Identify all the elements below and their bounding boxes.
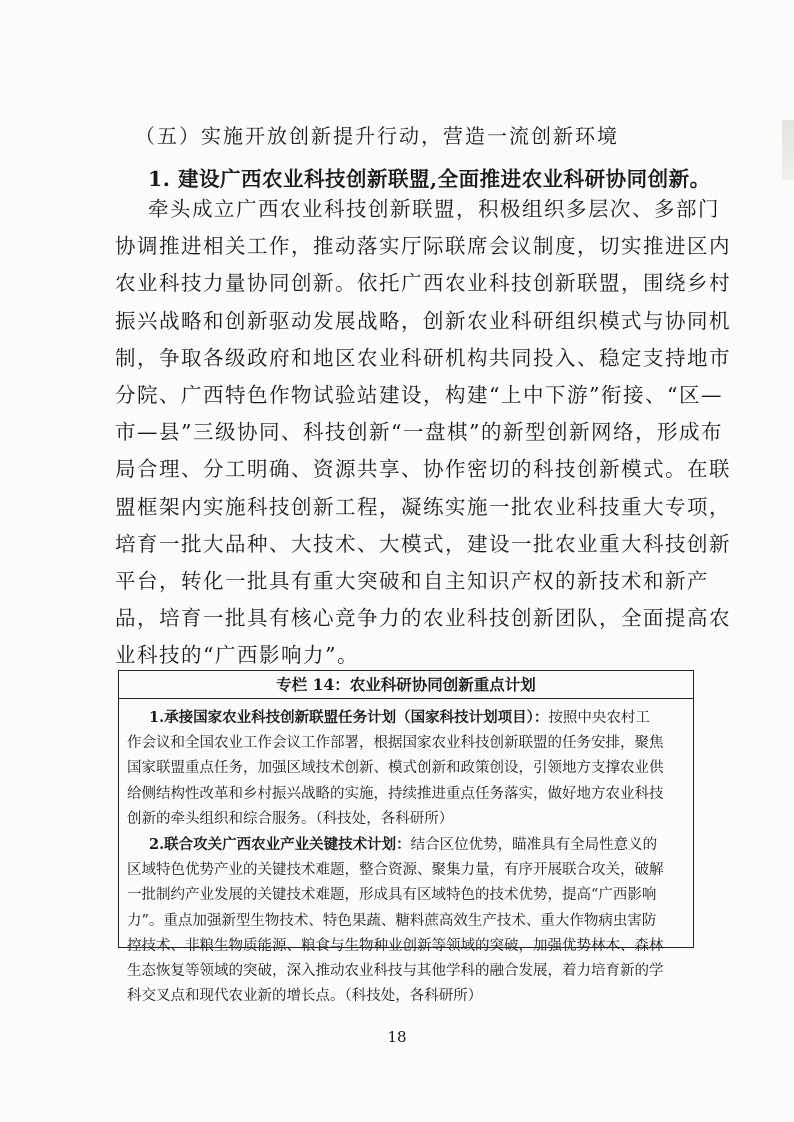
- body-paragraph: [115, 191, 731, 675]
- paragraph-line: 品，培育一批具有核心竞争力的农业科技创新团队，全面提高农: [115, 606, 731, 631]
- paragraph-line: 牵头成立广西农业科技创新联盟，积极组织多层次、多部门: [148, 197, 720, 221]
- box-item-heading: 1.承接国家农业科技创新联盟任务计划（国家科技计划项目）：: [149, 709, 549, 726]
- box-item-line: 生态恢复等领域的突破，深入推动农业科技与其他学科的融合发展，着力培育新的学: [127, 963, 664, 980]
- box-item-line: 创新的牵头组织和综合服务。（科技处，各科研所）: [127, 810, 454, 827]
- paragraph-line: 振兴战略和创新驱动发展战略，创新农业科研组织模式与协同机: [115, 308, 731, 333]
- box-item-line: [127, 832, 691, 858]
- paragraph-line: 盟框架内实施科技创新工程，凝练实施一批农业科技重大专项，: [115, 494, 731, 519]
- box-item-line: 一批制约产业发展的关键技术难题，形成具有区域特色的技术优势，提高“广西影响: [127, 887, 657, 904]
- box-item-heading: 2.联合攻关广西农业产业关键技术计划：: [149, 836, 411, 854]
- box-item-line: 区域特色优势产业的关键技术难题，整合资源、聚集力量，有序开展联合攻关，破解: [127, 862, 664, 879]
- page-number: 18: [387, 1028, 407, 1046]
- box-item-line: 给侧结构性改革和乡村振兴战略的实施，持续推进重点任务落实，做好地方农业科技: [127, 785, 664, 802]
- box-item-line: 国家联盟重点任务，加强区域技术创新、模式创新和政策创设，引领地方支撑农业供: [127, 760, 664, 777]
- box-item-2: [127, 832, 691, 1009]
- box-item-text: 结合区位优势，瞄准具有全局性意义的: [410, 837, 658, 854]
- paragraph-line: 协调推进相关工作，推动落实厅际联席会议制度，切实推进区内: [115, 234, 731, 259]
- feature-box-title: 专栏 14：农业科研协同创新重点计划: [119, 671, 693, 699]
- subsection-heading: 1. 建设广西农业科技创新联盟,全面推进农业科研协同创新。: [148, 167, 711, 191]
- box-item-line: 控技术、非粮生物质能源、粮食与生物种业创新等领域的突破，加强优势林木、森林: [127, 937, 664, 954]
- paragraph-line: 农业科技力量协同创新。依托广西农业科技创新联盟，围绕乡村: [115, 271, 731, 296]
- box-item-line: 力”。重点加强新型生物技术、特色果蔬、糖料蔗高效生产技术、重大作物病虫害防: [127, 912, 657, 929]
- box-item-text: 按照中央农村工: [548, 710, 650, 726]
- box-item-line: 作会议和全国农业工作会议工作部署，根据国家农业科技创新联盟的任务安排，聚焦: [127, 735, 664, 752]
- paragraph-line: 平台，转化一批具有重大突破和自主知识产权的新技术和新产: [115, 569, 709, 594]
- paragraph-line: 培育一批大品种、大技术、大模式，建设一批农业重大科技创新: [115, 531, 731, 556]
- paragraph-line: 制，争取各级政府和地区农业科研机构共同投入、稳定支持地市: [115, 345, 731, 370]
- feature-box: [118, 670, 694, 1005]
- paragraph-line: 市—县”三级协同、科技创新“一盘棋”的新型创新网络，形成布: [115, 420, 723, 445]
- section-heading: （五）实施开放创新提升行动，营造一流创新环境: [135, 124, 619, 148]
- box-item-line: [127, 705, 691, 731]
- box-item-1: [127, 705, 691, 832]
- scan-edge-shadow: [782, 120, 794, 180]
- paragraph-line: 分院、广西特色作物试验站建设，构建“上中下游”衔接、“区—: [115, 383, 723, 408]
- box-item-line: 科交叉点和现代农业新的增长点。（科技处，各科研所）: [127, 988, 483, 1005]
- paragraph-line: 局合理、分工明确、资源共享、协作密切的科技创新模式。在联: [115, 457, 731, 482]
- feature-box-body: [119, 699, 693, 1009]
- paragraph-line: 业科技的“广西影响力”。: [115, 643, 359, 668]
